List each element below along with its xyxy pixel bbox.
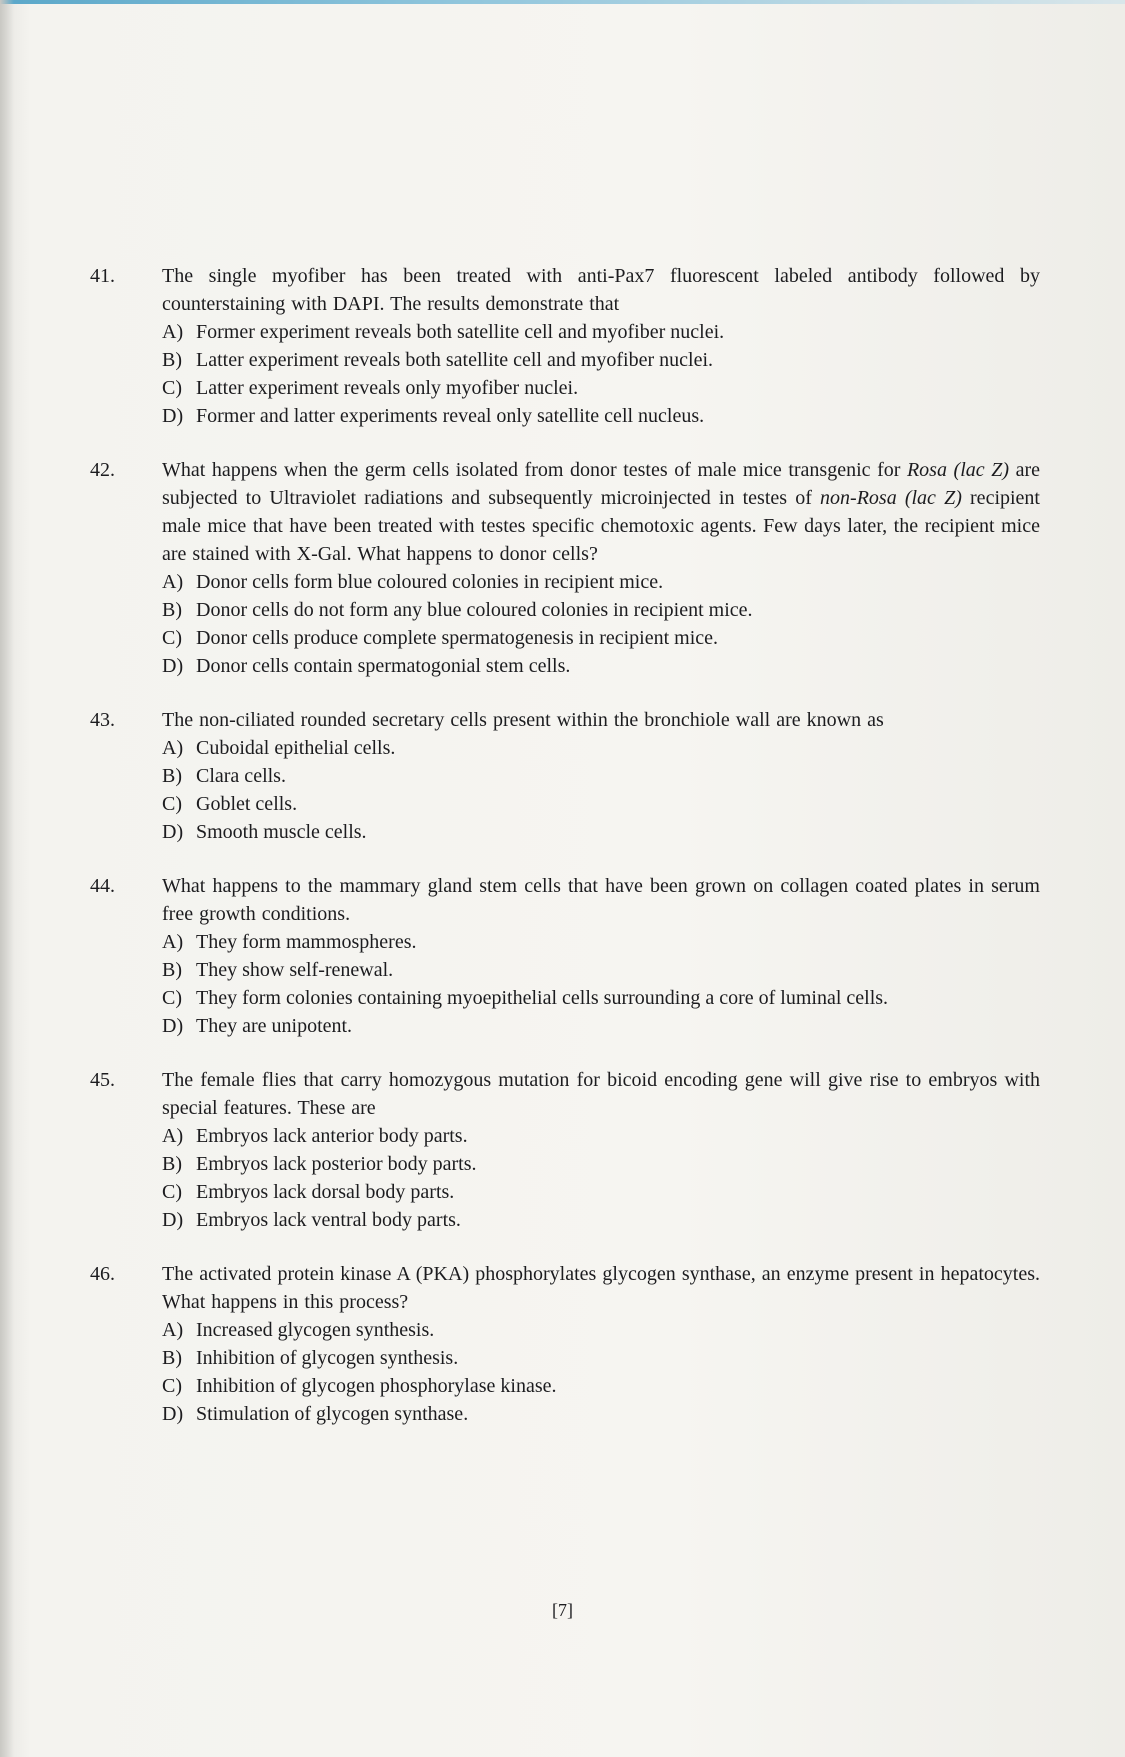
question-46 xyxy=(90,1260,1040,1428)
option-c: C) Latter experiment reveals only myofiber nuclei. xyxy=(162,377,579,399)
option-d: D) They are unipotent. xyxy=(162,1015,353,1037)
question-41 xyxy=(90,262,1040,430)
page-binding-shadow xyxy=(0,0,14,1757)
option-d: D) Embryos lack ventral body parts. xyxy=(162,1209,461,1231)
option-a: A) Embryos lack anterior body parts. xyxy=(162,1125,468,1147)
option-d: D) Former and latter experiments reveal only satellite cell nucleus. xyxy=(162,405,705,427)
question-list xyxy=(90,262,1040,1454)
option-a: A) Cuboidal epithelial cells. xyxy=(162,737,396,759)
option-list xyxy=(162,1316,1040,1428)
option-c: C) Goblet cells. xyxy=(162,793,298,815)
option-b: B) Clara cells. xyxy=(162,765,286,787)
question-stem: What happens to the mammary gland stem cells that have been grown on collagen coated plates in serum free growth conditions. xyxy=(162,875,1040,925)
question-44 xyxy=(90,872,1040,1040)
question-43 xyxy=(90,706,1040,846)
option-a: A) Former experiment reveals both satellite cell and myofiber nuclei. xyxy=(162,321,725,343)
option-b: B) Inhibition of glycogen synthesis. xyxy=(162,1347,459,1369)
italic-term: Rosa (lac Z) xyxy=(906,459,1009,481)
question-stem: The activated protein kinase A (PKA) phosphorylates glycogen synthase, an enzyme present in hepatocytes. What happens in this process? xyxy=(162,1263,1040,1313)
option-d: D) Stimulation of glycogen synthase. xyxy=(162,1403,469,1425)
option-list xyxy=(162,928,1040,1040)
option-c: C) Embryos lack dorsal body parts. xyxy=(162,1181,455,1203)
option-d: D) Donor cells contain spermatogonial stem cells. xyxy=(162,655,571,677)
option-c: C) Donor cells produce complete spermatogenesis in recipient mice. xyxy=(162,627,719,649)
question-stem: The non-ciliated rounded secretary cells present within the bronchiole wall are known as xyxy=(162,709,884,731)
italic-term: non-Rosa (lac Z) xyxy=(820,487,962,509)
question-stem: What happens when the germ cells isolated from donor testes of male mice transgenic for Rosa (lac Z) are subjected to Ultraviolet radiations and subsequently microinjected in testes of non-Rosa (lac Z) recipient male mice that have been treated with testes specific chemotoxic agents. Few days later, the recipient mice are stained with X-Gal. What happens to donor cells? xyxy=(162,459,1040,565)
option-list xyxy=(162,734,1040,846)
question-number: 42. xyxy=(90,459,115,481)
option-a: A) Donor cells form blue coloured colonies in recipient mice. xyxy=(162,571,664,593)
question-stem: The single myofiber has been treated with anti-Pax7 fluorescent labeled antibody followed by counterstaining with DAPI. The results demonstrate that xyxy=(162,265,1040,315)
page-number: [7] xyxy=(552,1600,573,1620)
question-number: 44. xyxy=(90,875,115,897)
question-number: 41. xyxy=(90,265,115,287)
question-45 xyxy=(90,1066,1040,1234)
option-c: C) Inhibition of glycogen phosphorylase kinase. xyxy=(162,1375,557,1397)
option-list xyxy=(162,1122,1040,1234)
question-number: 46. xyxy=(90,1263,115,1285)
question-number: 45. xyxy=(90,1069,115,1091)
option-list xyxy=(162,568,1040,680)
option-d: D) Smooth muscle cells. xyxy=(162,821,367,843)
option-c: C) They form colonies containing myoepithelial cells surrounding a core of luminal cells. xyxy=(162,987,889,1009)
option-b: B) Donor cells do not form any blue coloured colonies in recipient mice. xyxy=(162,599,753,621)
page-top-edge xyxy=(0,0,1125,4)
question-42 xyxy=(90,456,1040,680)
question-number: 43. xyxy=(90,709,115,731)
option-a: A) They form mammospheres. xyxy=(162,931,417,953)
question-stem: The female flies that carry homozygous mutation for bicoid encoding gene will give rise to embryos with special features. These are xyxy=(162,1069,1040,1119)
option-b: B) Embryos lack posterior body parts. xyxy=(162,1153,477,1175)
option-list xyxy=(162,318,1040,430)
option-b: B) They show self-renewal. xyxy=(162,959,394,981)
option-a: A) Increased glycogen synthesis. xyxy=(162,1319,435,1341)
option-b: B) Latter experiment reveals both satellite cell and myofiber nuclei. xyxy=(162,349,714,371)
